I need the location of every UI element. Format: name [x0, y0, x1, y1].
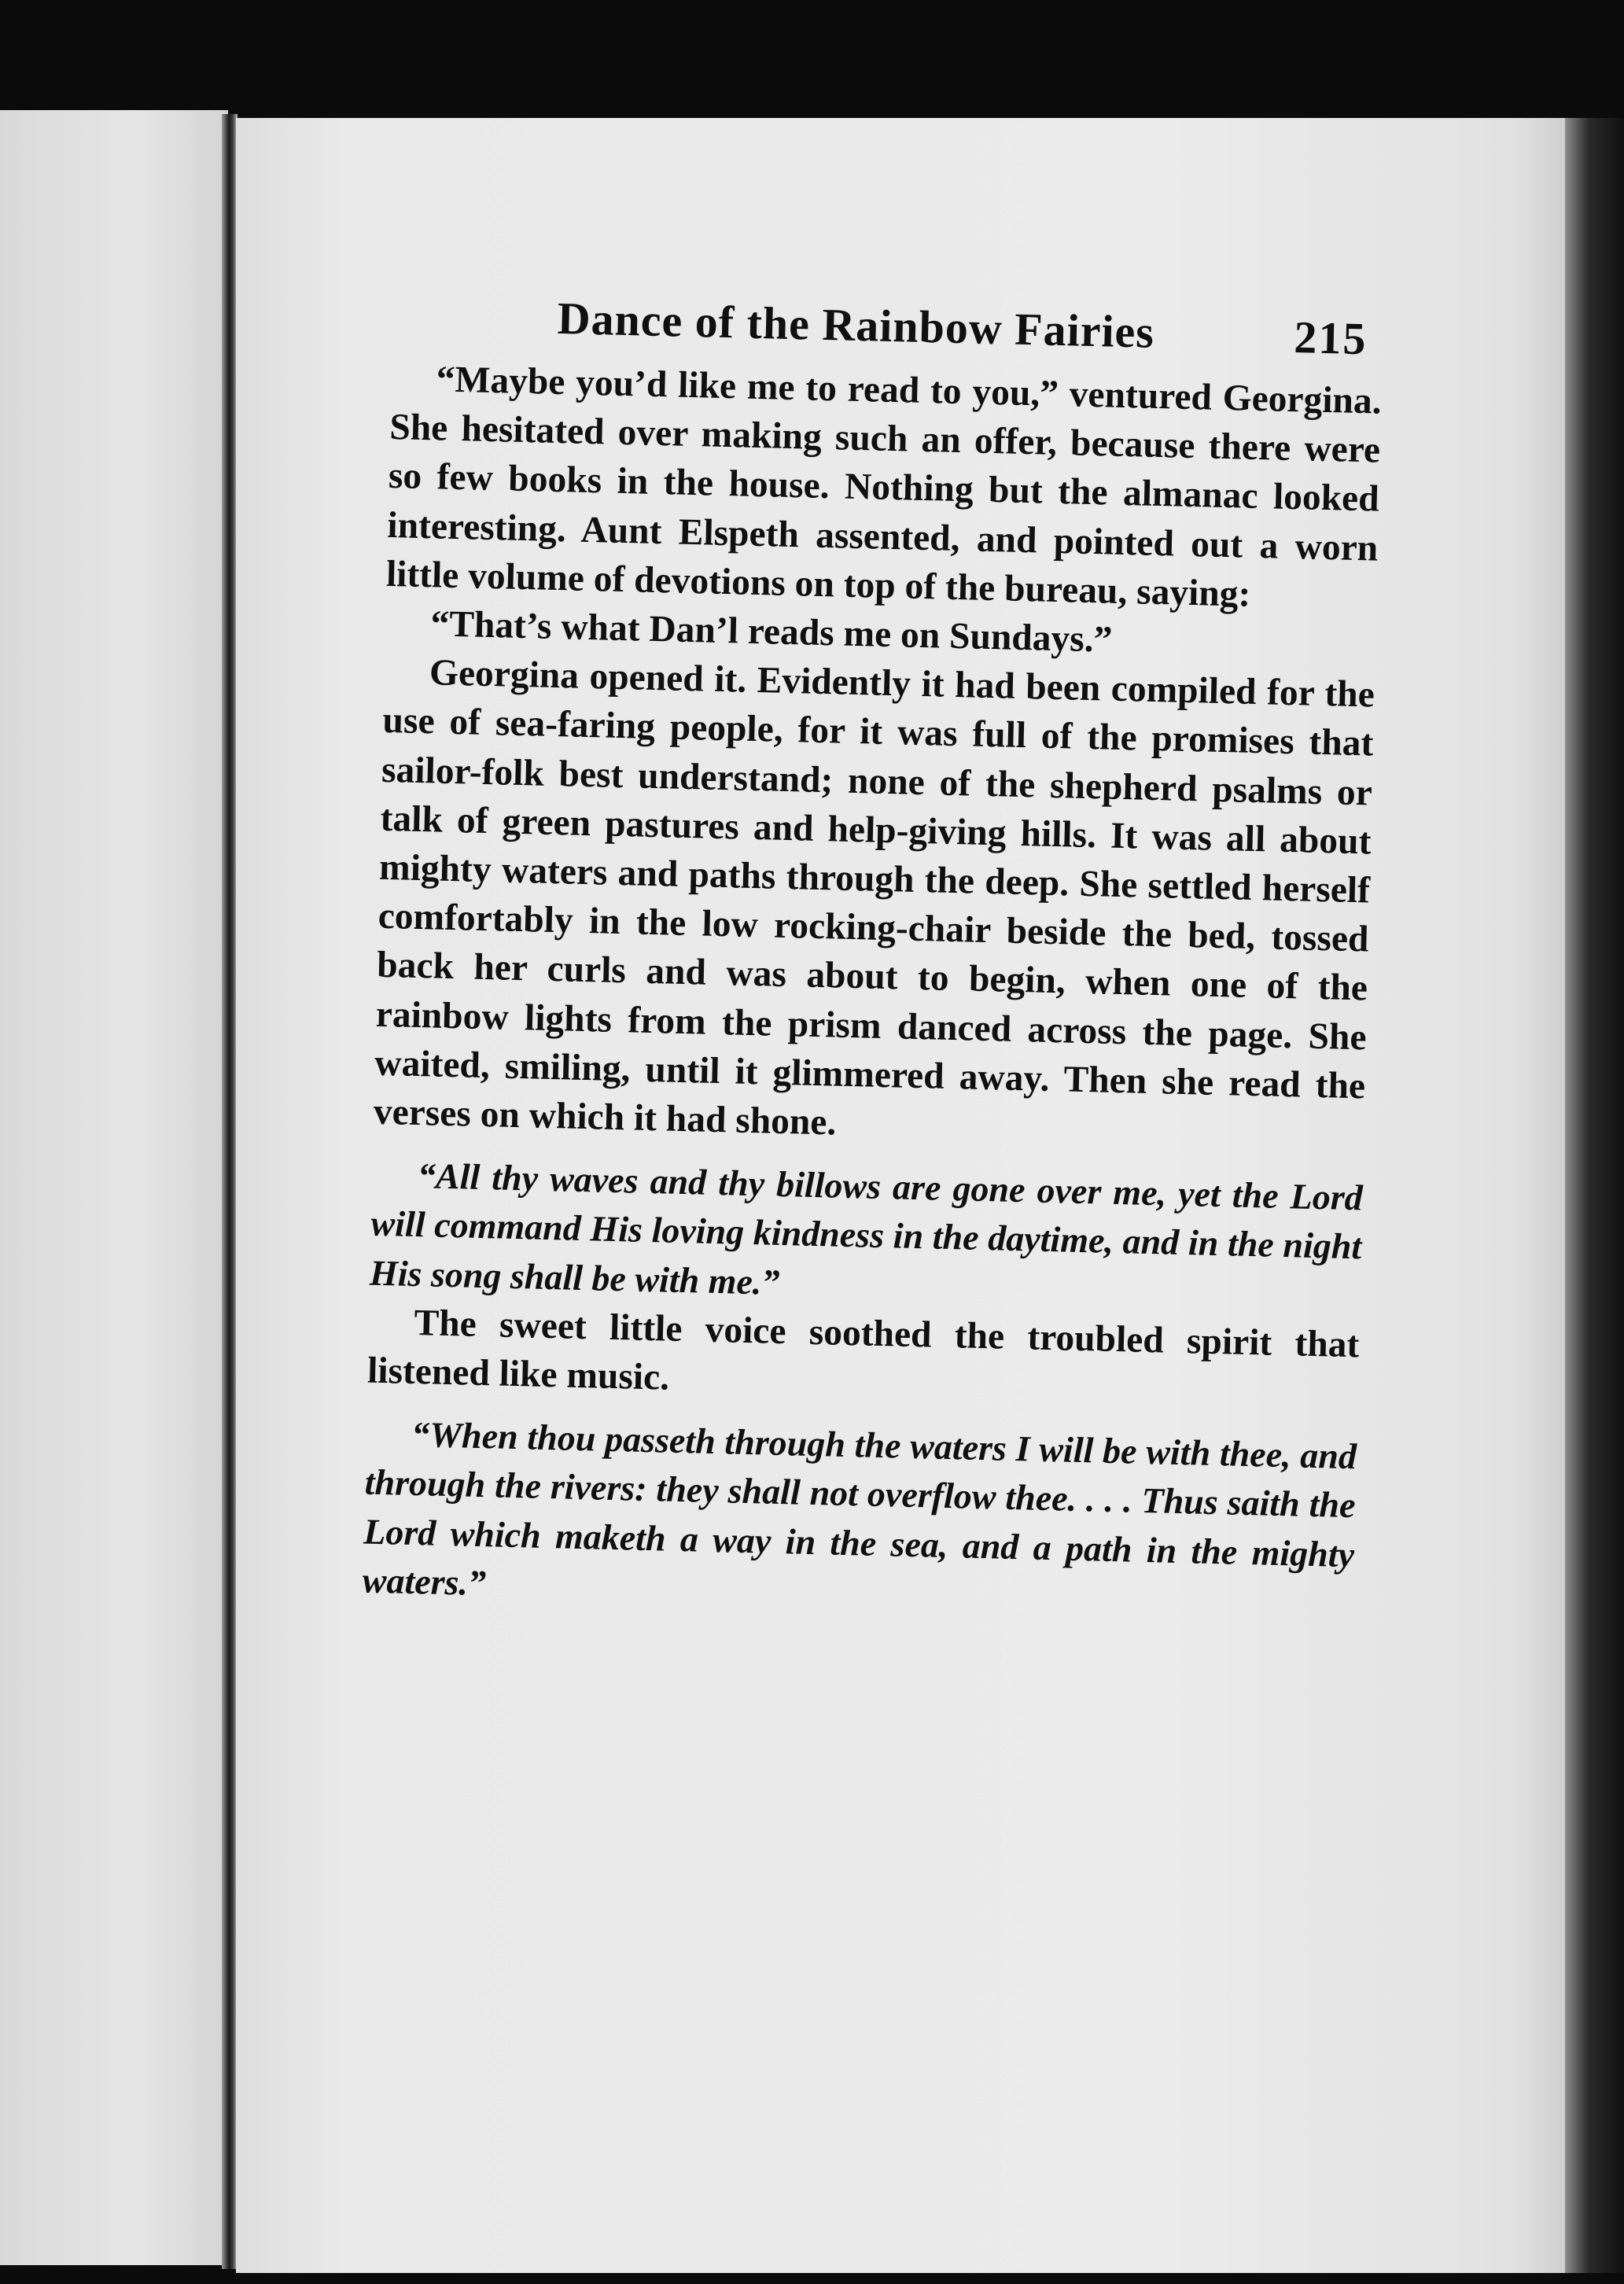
verse-through-the-waters: “When thou passeth through the waters I will be with thee, and through the rivers: they shall not overflow thee. . . . Thus saith the Lord which maketh a way in the sea, and a path in the mighty waters.” [362, 1414, 1357, 1604]
page-number: 215 [1293, 311, 1368, 365]
paragraph-sweet-voice: The sweet little voice soothed the troubled spirit that listened like music. [366, 1302, 1360, 1398]
paragraph-offer-to-read: “Maybe you’d like me to read to you,” ventured Georgina. She hesitated over making such an offer, because there were so few books in the house. Nothing but the almanac looked interesting. Aunt Elspeth assented, and pointed out a worn little volume of devotions on top of the bureau, saying: [385, 359, 1383, 615]
paragraph-georgina-opened: Georgina opened it. Evidently it had been compiled for the use of sea-faring people, for it was full of the promises that sailor-folk best understand; none of the shepherd psalms or talk of green pastures and help-giving hills. It was all about mighty waters and paths through the deep. She settled herself comfortably in the low rocking-chair beside the bed, tossed back her curls and was about to begin, when one of the rainbow lights from the prism danced across the page. She waited, smiling, until it glimmered away. Then she read the verses on which it had shone. [373, 652, 1375, 1144]
paragraph-dan-reads: “That’s what Dan’l reads me on Sundays.” [429, 603, 1113, 661]
page-edge-shadow [1565, 118, 1624, 2273]
verse-waves-and-billows: “All thy waves and thy billows are gone over me, yet the Lord will command His loving kindness in the daytime, and in the night His song shall be with me.” [369, 1155, 1364, 1302]
book-gutter [222, 114, 238, 2269]
page-text-block [362, 275, 1383, 1628]
running-title: Dance of the Rainbow Fairies [557, 292, 1155, 358]
previous-page-edge [0, 110, 228, 2265]
